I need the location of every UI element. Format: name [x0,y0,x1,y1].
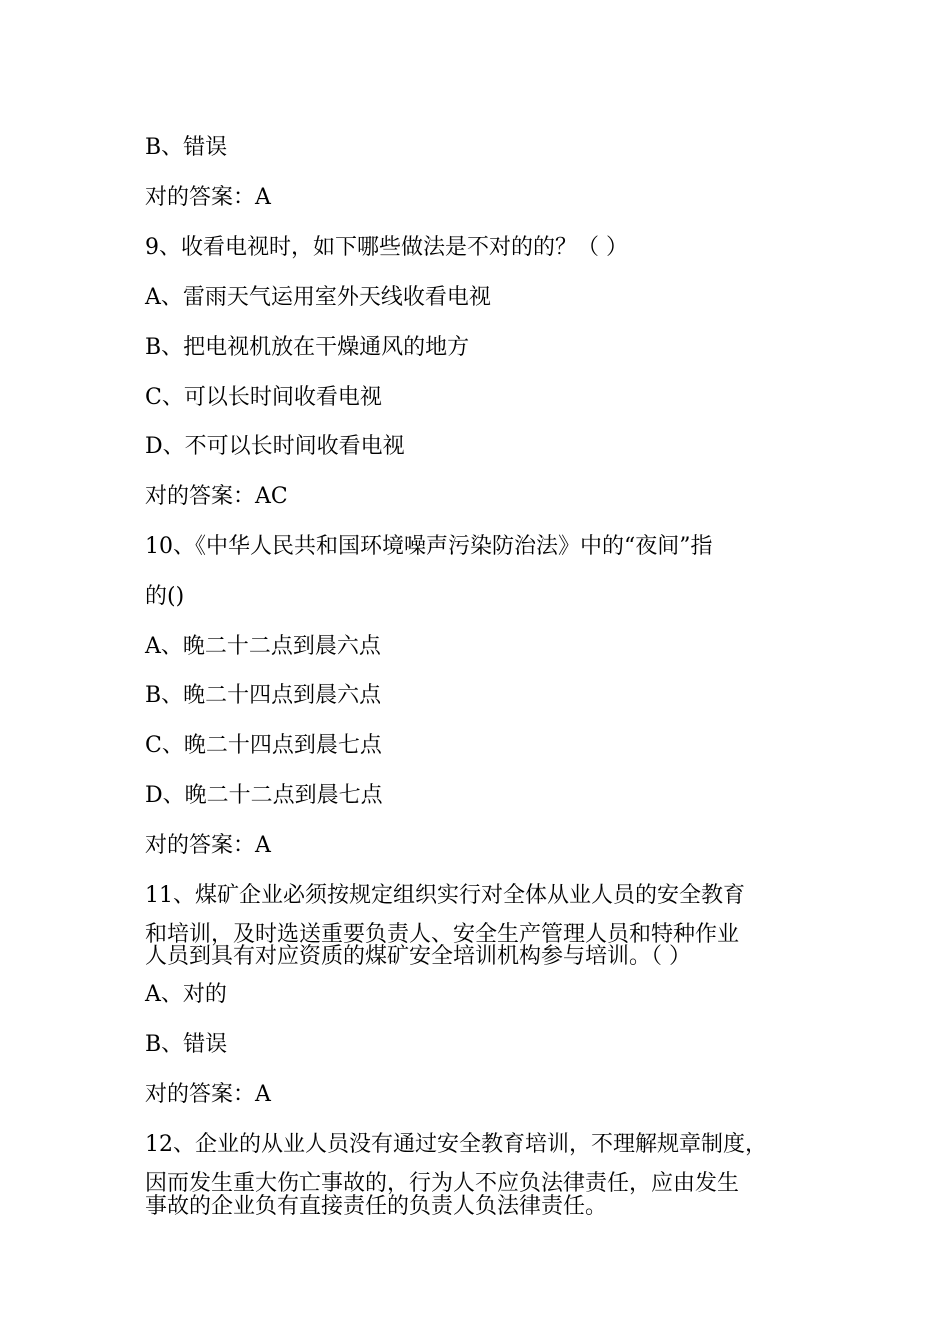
q11-question-line-3: 人员到具有对应资质的煤矿安全培训机构参与培训。（ ） [145,944,691,969]
q10-option-b: B、晚二十四点到晨六点 [145,683,382,708]
q11-question-line-2: 和培训，及时选送重要负责人、安全生产管理人员和特种作业 [145,922,740,947]
q9-option-c: C、可以长时间收看电视 [145,385,382,410]
q9-answer: 对的答案：AC [145,484,288,509]
q8-answer: 对的答案：A [145,185,271,210]
q9-question: 9、收看电视时，如下哪些做法是不对的的？（ ） [145,235,628,260]
q10-option-d: D、晚二十二点到晨七点 [145,783,383,808]
q10-option-c: C、晚二十四点到晨七点 [145,733,382,758]
q10-answer: 对的答案：A [145,833,271,858]
q9-option-a: A、雷雨天气运用室外天线收看电视 [145,285,491,310]
q10-question-line-1: 10、《中华人民共和国环境噪声污染防治法》中的“夜间”指 [145,534,713,559]
q11-option-a: A、对的 [145,982,227,1007]
q9-option-d: D、不可以长时间收看电视 [145,434,405,459]
q10-option-a: A、晚二十二点到晨六点 [145,634,381,659]
q9-option-b: B、把电视机放在干燥通风的地方 [145,335,470,360]
q8-option-b: B、错误 [145,135,228,160]
q11-question-line-1: 11、煤矿企业必须按规定组织实行对全体从业人员的安全教育 [145,883,745,908]
q12-question-line-1: 12、企业的从业人员没有通过安全教育培训，不理解规章制度， [145,1132,767,1157]
q12-question-line-2: 因而发生重大伤亡事故的，行为人不应负法律责任，应由发生 [145,1171,740,1196]
q10-question-line-2: 的() [145,584,185,609]
q11-answer: 对的答案：A [145,1082,271,1107]
q12-question-line-3: 事故的企业负有直接责任的负责人负法律责任。 [145,1194,608,1219]
q11-option-b: B、错误 [145,1032,228,1057]
